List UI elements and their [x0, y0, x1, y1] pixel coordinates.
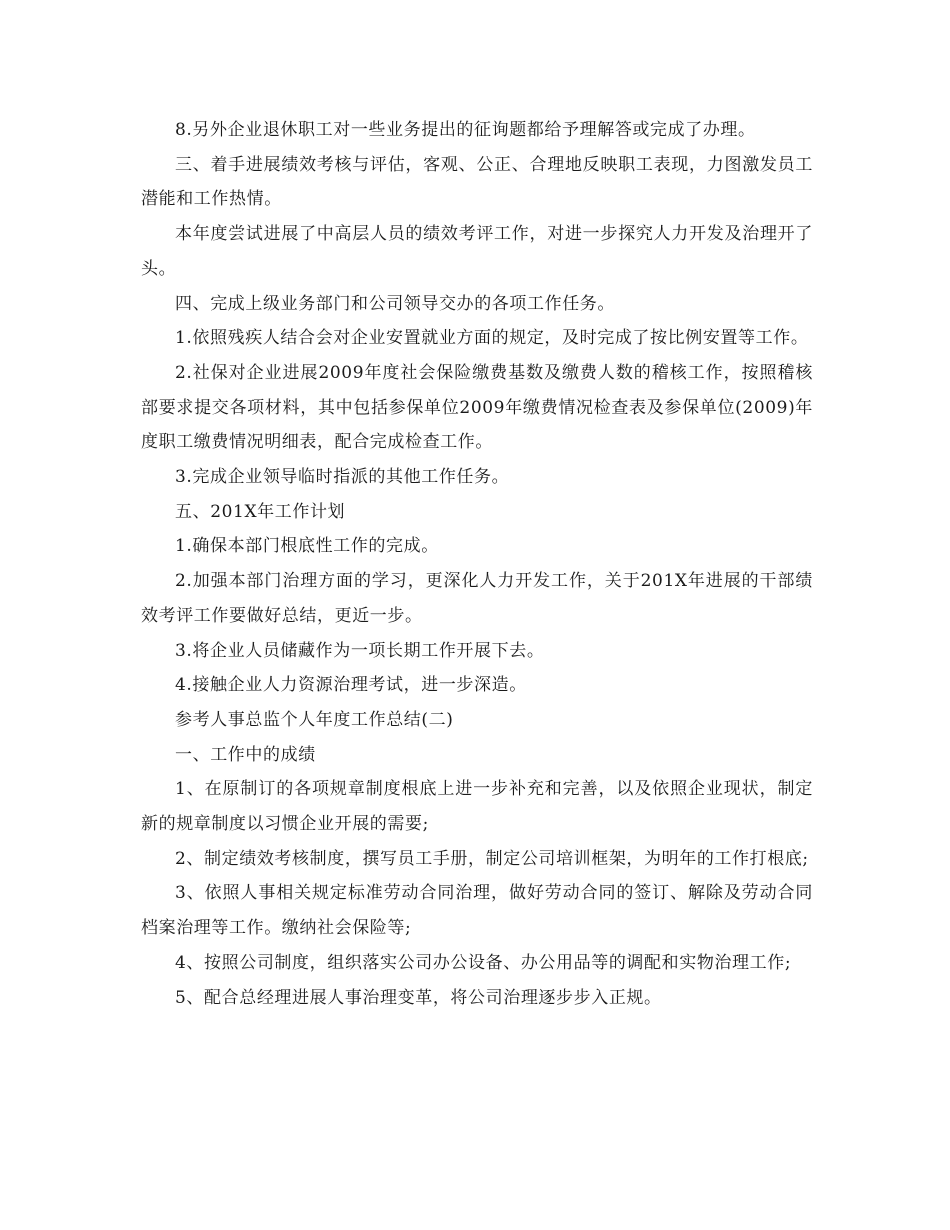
list-item: 3、依照人事相关规定标准劳动合同治理，做好劳动合同的签订、解除及劳动合同档案治理等工作。缴纳社会保险等;: [141, 883, 813, 939]
paragraph: 8.另外企业退休职工对一些业务提出的征询题都给予理解答或完成了办理。: [175, 120, 756, 140]
section-heading-4: 四、完成上级业务部门和公司领导交办的各项工作任务。: [175, 293, 615, 314]
section-heading-3: 三、着手进展绩效考核与评估，客观、公正、合理地反映职工表现，力图激发员工潜能和工作热情。: [141, 154, 813, 210]
list-item: 1.依照残疾人结合会对企业安置就业方面的规定，及时完成了按比例安置等工作。: [175, 328, 809, 349]
list-item: 1.确保本部门根底性工作的完成。: [175, 536, 439, 557]
document-body: [141, 113, 813, 1015]
list-item: 4.接触企业人力资源治理考试，进一步深造。: [175, 675, 527, 696]
list-item: 2.社保对企业进展2009年度社会保险缴费基数及缴费人数的稽核工作，按照稽核部要求提交各项材料，其中包括参保单位2009年缴费情况检查表及参保单位(2009)年度职工缴费情况明细表，配合完成检查工作。: [141, 362, 813, 453]
document-subtitle: 参考人事总监个人年度工作总结(二): [175, 709, 454, 730]
section-heading-1: 一、工作中的成绩: [175, 744, 316, 765]
list-item: 3.将企业人员储藏作为一项长期工作开展下去。: [175, 640, 545, 661]
list-item: 1、在原制订的各项规章制度根底上进一步补充和完善，以及依照企业现状，制定新的规章制度以习惯企业开展的需要;: [141, 779, 813, 835]
list-item: 2.加强本部门治理方面的学习，更深化人力开发工作，关于201X年进展的干部绩效考评工作要做好总结，更近一步。: [141, 571, 813, 626]
list-item: 3.完成企业领导临时指派的其他工作任务。: [175, 467, 510, 488]
list-item: 2、制定绩效考核制度，撰写员工手册，制定公司培训框架，为明年的工作打根底;: [175, 848, 809, 869]
list-item: 5、配合总经理进展人事治理变革，将公司治理逐步步入正规。: [175, 987, 662, 1008]
section-heading-5: 五、201X年工作计划: [175, 501, 346, 522]
list-item: 4、按照公司制度，组织落实公司办公设备、办公用品等的调配和实物治理工作;: [175, 952, 792, 973]
paragraph: 本年度尝试进展了中高层人员的绩效考评工作，对进一步探究人力开发及治理开了头。: [141, 224, 813, 279]
